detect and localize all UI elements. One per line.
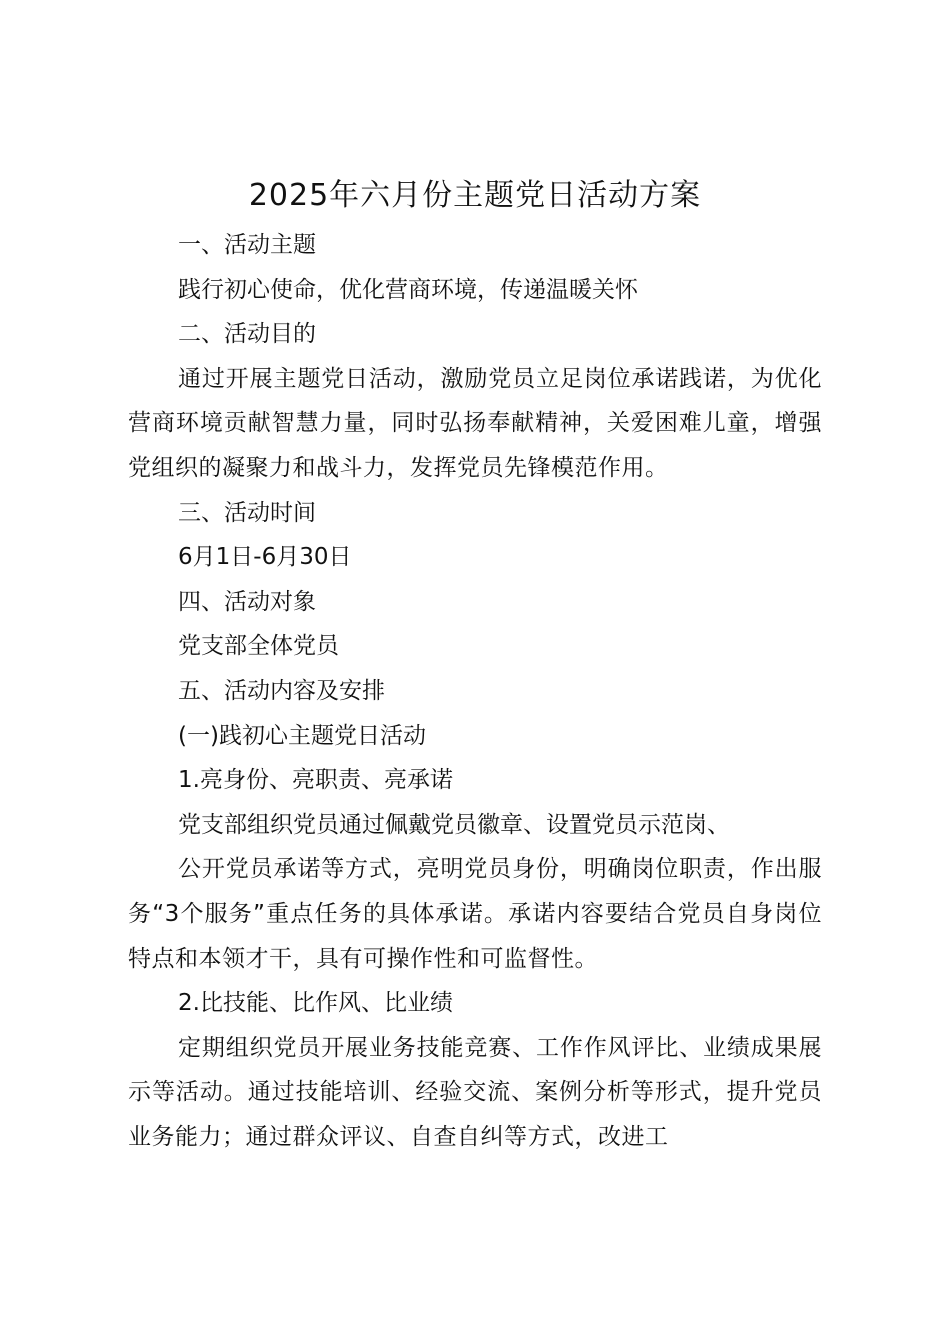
section-heading-target: 四、活动对象 [178, 588, 316, 615]
section-text-time: 6月1日-6月30日 [178, 544, 352, 571]
subsection-heading: (一)践初心主题党日活动 [178, 722, 426, 749]
section-text-purpose: 通过开展主题党日活动，激励党员立足岗位承诺践诺，为优化营商环境贡献智慧力量，同时弘扬奉献精神，关爱困难儿童，增强党组织的凝聚力和战斗力，发挥党员先锋模范作用。 [128, 365, 822, 481]
document-title: 2025年六月份主题党日活动方案 [248, 178, 702, 213]
item-text-1-paragraph: 公开党员承诺等方式，亮明党员身份，明确岗位职责，作出服务“3个服务”重点任务的具体承诺。承诺内容要结合党员自身岗位特点和本领才干，具有可操作性和可监督性。 [128, 856, 822, 972]
item-text-2-paragraph: 定期组织党员开展业务技能竞赛、工作作风评比、业绩成果展示等活动。通过技能培训、经验交流、案例分析等形式，提升党员业务能力；通过群众评议、自查自纠等方式，改进工 [128, 1034, 822, 1150]
section-heading-content: 五、活动内容及安排 [178, 677, 385, 704]
document-body [128, 223, 822, 1159]
section-heading-theme: 一、活动主题 [178, 232, 316, 258]
section-heading-purpose: 二、活动目的 [178, 321, 316, 348]
item-heading-2: 2.比技能、比作风、比业绩 [178, 990, 453, 1017]
item-text-1-line: 党支部组织党员通过佩戴党员徽章、设置党员示范岗、 [178, 811, 730, 838]
section-heading-time: 三、活动时间 [178, 499, 316, 526]
item-heading-1: 1.亮身份、亮职责、亮承诺 [178, 767, 453, 794]
section-text-target: 党支部全体党员 [178, 633, 339, 660]
section-text-theme: 践行初心使命，优化营商环境，传递温暖关怀 [178, 276, 638, 303]
